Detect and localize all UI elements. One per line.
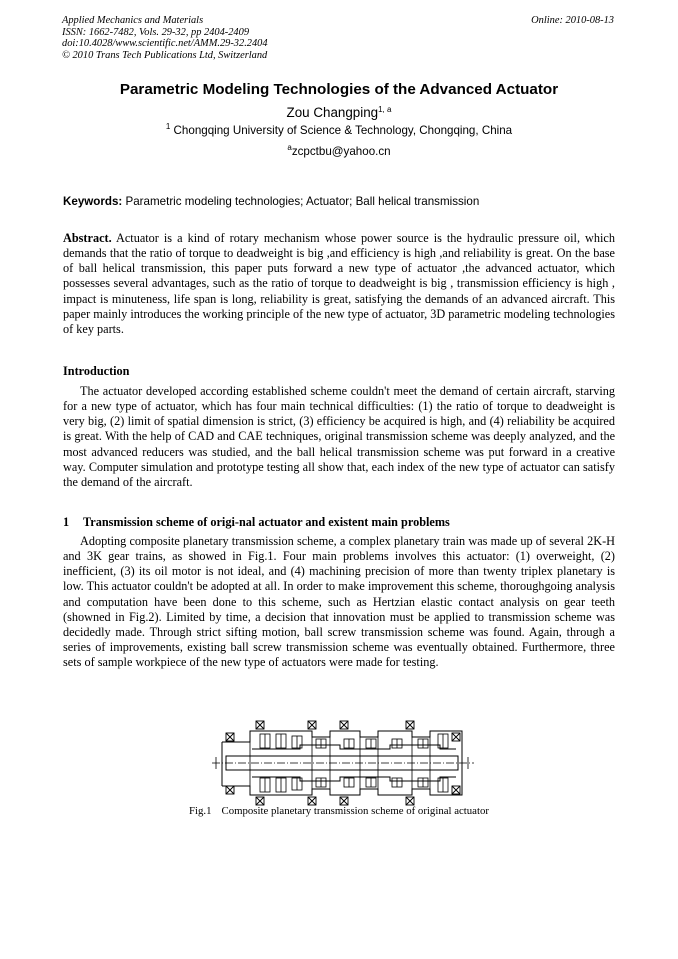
keywords-label: Keywords: — [63, 195, 123, 208]
abstract-text: Actuator is a kind of rotary mechanism whose power source is the hydraulic pressure oil, which demands that the ratio of torque to deadweight is big ,and efficiency is high ,and reliability is great. On the base of ball helical transmission, this paper puts forward a new type of actuator ,the advanced actuator, which possesses several advantages, such as the ratio of torque to deadweight is big , transmission efficiency is high , impact is minuteness, life span is long, reliability is great, satisfying the demands of an advanced aircraft. This paper mainly introduces the working principle of the new type of actuator, 3D parametric modeling technologies of key parts. — [63, 231, 615, 336]
introduction-heading: Introduction — [63, 364, 130, 378]
affiliation-superscript: 1 — [165, 122, 171, 131]
section1-text: Adopting composite planetary transmission scheme, a complex planetary train was made up of several 2K-H and 3K gear trains, as showed in Fig.1. Four main problems involves this actuator: (1) overweight, (2) inefficient, (3) its oil motor is not ideal, and (4) machining precision of more than twenty triplex planetary is low. This actuator couldn't be adopted at all. In order to make improvement this scheme, thoroughgoing analysis and computation have been done to this scheme, such as Hertzian elastic contact analysis on gear teeth (showned in Fig.2). Limited by time, a decision that innovation must be applied to transmission scheme was decidedly made. Through strict sifting motion, ball screw transmission scheme was found. Again, through a series of improvements, existing ball screw transmission scheme was eventually obtained. Furthermore, three sets of sample workpiece of the new type of actuators were made for testing. — [63, 534, 615, 670]
email: zcpctbu@yahoo.cn — [291, 145, 391, 158]
introduction-text: The actuator developed according established scheme couldn't meet the demand of certain aircraft, starving for a new type of actuator, which has four main technical difficulties: (1) the ratio of torque to deadweight is very big, (2) limit of spatial dimension is strict, (3) efficiency be acquired is high, and (4) reliability be acquired is great. With the help of CAD and CAE techniques, original transmission scheme was deeply analyzed, and the most advanced reducers was studied, and the ball helical transmission scheme was put forward in a creative way. Computer simulation and prototype testing all show that, each index of the new type of actuator can satisfy the demand of the aircraft. — [63, 384, 615, 489]
journal-issn: ISSN: 1662-7482, Vols. 29-32, pp 2404-2409 — [62, 26, 250, 38]
journal-copyright: © 2010 Trans Tech Publications Ltd, Switzerland — [62, 49, 268, 61]
email-superscript: a — [287, 143, 292, 152]
abstract-label: Abstract. — [63, 231, 112, 245]
journal-doi: doi:10.4028/www.scientific.net/AMM.29-32.2404 — [62, 38, 268, 50]
journal-name: Applied Mechanics and Materials — [62, 15, 204, 26]
affiliation: Chongqing University of Science & Technology, Chongqing, China — [173, 124, 513, 137]
section1-number: 1 — [63, 515, 70, 529]
online-date: Online: 2010-08-13 — [531, 15, 614, 26]
author-superscript: 1, a — [378, 105, 392, 114]
keywords-text: Parametric modeling technologies; Actuator; Ball helical transmission — [122, 195, 480, 208]
figure-1-caption-text: Composite planetary transmission scheme of original actuator — [221, 805, 489, 817]
figure-1-caption — [0, 805, 678, 818]
author-name: Zou Changping — [286, 105, 379, 120]
figure-1-label: Fig.1 — [189, 805, 212, 817]
section1-title: Transmission scheme of origi-nal actuator and existent main problems — [83, 515, 450, 529]
paper-title: Parametric Modeling Technologies of the Advanced Actuator — [119, 81, 559, 98]
